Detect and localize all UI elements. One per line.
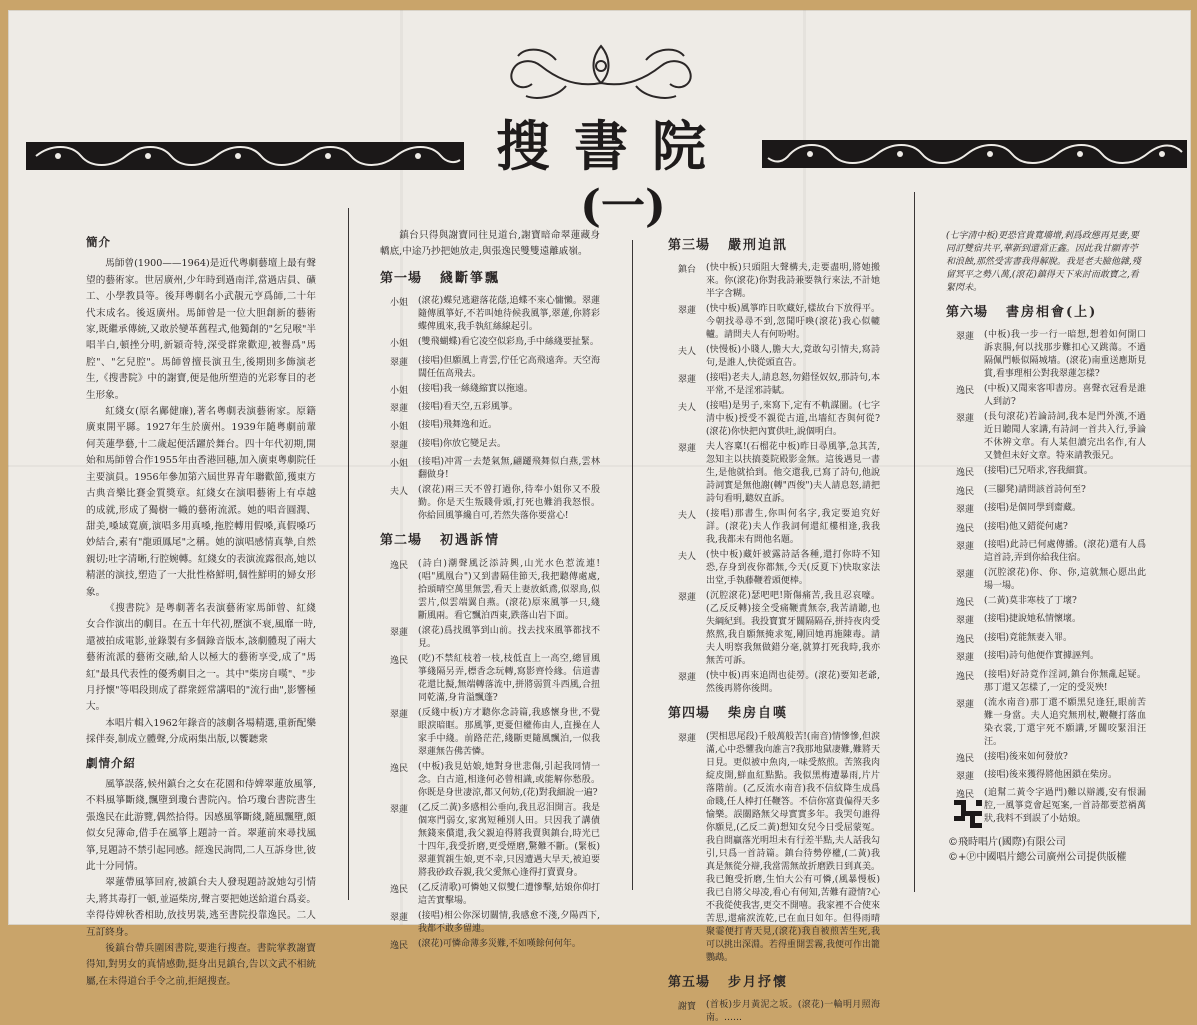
act6-lead-note: (七字清中板)更恐官貴寬墻增,剎爲政態再見妻,要同訂雙宿共平,華新到還當正鑫。因此我甘願青苧和浪蝕,那然受害書我得解脫。我是老夫臉他雜,殘留冥平之勢八萬,(滾花)鎮得天下來討而敢寶之,看緊閃未。 <box>946 231 1141 293</box>
dialogue-line <box>380 761 600 800</box>
speaker-name: 逸民 <box>955 486 974 497</box>
speaker-name: 小姐 <box>389 459 408 470</box>
lyric-text: (中板)我一步一行一暗想,想着如何開口訴衷腸,何以找那步難扣心又跳蕩。不過隔佩門帳似隔城墻。(滾花)南重送應斯見賞,看事理相公對我翠蓮怎樣? <box>984 330 1146 380</box>
lyric-text: (追幫二黃令字過門)難以辯護,安有恨漏腔,一風箏竟會起冤案,一首詩都要惹禍萬狀,我料不到誤了小姑娘。 <box>984 788 1146 825</box>
intro-paragraph: 紅綫女(原名鄺健廉),著名粵劇表演藝術家。原籍廣東開平縣。1927年生於廣州。1939年隨粵劇前輩何芙蓮學藝,十二歲起便活躍於舞台。四十年代初期,開始和馬師曾合作1955年由香港回穗,加入廣東粵劇院任主要演員。1956年參加第六屆世界青年聯歡節,獲東方古典音樂比賽金質獎章。紅綫女在演唱藝術上有卓越的成就,形成了獨樹一幟的藝術流派。她的唱音圓潤、甜美,嗓域寬廣,演唱多用真嗓,拖腔轉用假嗓,真假嗓巧妙結合,素有"龍頭鳳尾"之稱。她的演唱感情真摯,自然親切;吐字清晰,行腔婉轉。紅綫女的表演流露很高,她以精湛的演技,塑造了一大批性格鮮明,個性鮮明的婦女形象。 <box>86 406 316 598</box>
lyric-text: (沉腔滾花)瑟吧吧!斯傷痛苦,我且忍哀嚎。(乙反反轉)接全受痛鞭責無奈,我苦請聽,也失綱紀到。我投寶實牙關隔隔吞,拼持夜肉受熬熬,我自願無掩求冤,剛回她再施陳毒。請夫人明察我無做錯分毫,就算打死我時,我亦無苦可訴。 <box>706 591 880 667</box>
speaker-name: 夫人 <box>677 403 696 414</box>
intro-paragraph: 馬師曾(1900——1964)是近代粵劇藝壇上最有聲望的藝術家。世居廣州,少年時到過南洋,當過店員、礦工、小學教員等。後拜粵劇名小武靚元亨爲師,二十年代末成名。後返廣州。馬師曾是一位大胆創新的藝術家,既繼承傳統,又敢於變革舊程式,他獨創的"乞兒喉"半唱半白,頓挫分明,新穎奇特,深受群衆歡迎,被譽爲"馬腔"、"乞兒腔"。馬師曾擅長演丑生,後期則多飾演老生,《搜書院》中的謝寶,便是他所塑造的光彩奪目的老生形象。 <box>86 258 316 401</box>
dialogue-line <box>380 802 600 880</box>
speaker-name: 翠蓮 <box>389 709 408 720</box>
lyric-text: (滾花)兩三天不曾打過你,待奉小姐你又不殷勤。你是天生叛賤骨頭,打死也難消我怒恨。你給回風箏纔自可,若然失落你要當心! <box>418 485 600 522</box>
lyric-text: (雙飛蝴蝶)看它凌空似彩鳥,手中絲綫要扯緊。 <box>418 337 599 348</box>
lyric-text: (中板)我見姑娘,她對身世悲傷,引起我同情一念。白古道,相逢何必曾相識,或能解你愁殷。你既是身世凄涼,都又何妨,(花)對我細說一遍? <box>418 761 600 798</box>
dialogue-line <box>380 295 600 334</box>
lyric-text: (乙反二黃)多感相公垂向,我且忍泪開言。我是個寒門弱女,家寓短種別人田。只因我了講債無錢來償還,我父親迫得將我賣與鎮台,時光已十四年,我受折磨,更受煙磨,驚難不斷。(緊板)翠蓮賀親生娘,更不幸,只因遭遇大旱天,被迫要將我砂政吞親,我父愛無心逢得打賣賣身。 <box>418 802 600 878</box>
lyric-text: (接唱)我一絲綫縮實以拖遠。 <box>418 383 534 394</box>
dialogue-line <box>380 484 600 523</box>
page-subtitle: (一) <box>580 181 666 232</box>
lyric-sheet <box>8 10 1191 1024</box>
dialogue-line <box>380 383 600 399</box>
lyric-text: (詩白)潮聲風泛添詩興,山光水色惹流連!(唱"風凰台")又到書隔佳節天,我把聽傳處處,拾頭晴空萬里無雲,看天上妻放紙鳶,似翠鳥,似雲片,似雲端翼自燕。(滾花)原來風箏一只,綫斷風兩。看它飄泊西東,跌落山岩下面。 <box>418 558 600 621</box>
intro-heading: 簡介 <box>86 235 111 249</box>
lyric-text: (接唱)詩句他便作實據誣判。 <box>984 651 1100 662</box>
dialogue-line <box>668 549 880 588</box>
dialogue-line <box>668 344 880 370</box>
lyric-text: (首板)步月黃泥之坂。(滾花)一輪明月照海南。…… <box>706 1000 880 1024</box>
column-divider <box>348 208 349 900</box>
decorative-band-right-icon <box>762 134 1187 174</box>
dialogue-line <box>380 558 600 623</box>
act-column-3 <box>668 228 880 1024</box>
intro-paragraph: 本唱片輯入1962年錄音的該劇各場精選,重新配樂採伴奏,制成立體聲,分成兩集出版,以饗聽衆 <box>86 717 316 746</box>
act-title: 步月抒懷 <box>728 974 789 990</box>
act-column-4 <box>946 228 1146 825</box>
act-section <box>668 238 880 696</box>
act-heading <box>380 533 600 549</box>
lyric-text: (快中板)只頭阻大聲構夫,走要盡明,將她搬來。你(滾花)你對我詩兼要執行來法,不計她半字含糊。 <box>706 263 880 300</box>
lyric-text: (吃)不禁紅枝着一枝,枝低直上一高空,總冒風箏綫隔另弄,標香念玩轉,寫影齊怜緣。信道書花還比擬,無端轉落流中,拼將弱質斗西風,合扭同乾滿,身肯溢飄蓬? <box>418 653 600 703</box>
speaker-name: 逸民 <box>389 940 408 951</box>
column-divider <box>914 192 915 892</box>
lyric-text: (接唱)捷說她私情懷壞。 <box>984 614 1082 625</box>
dialogue-line <box>380 653 600 705</box>
act-section <box>380 271 600 523</box>
speaker-name: 翠蓮 <box>955 542 974 553</box>
speaker-name: 翠蓮 <box>389 404 408 415</box>
speaker-name: 翠蓮 <box>677 593 696 604</box>
speaker-name: 夫人 <box>677 552 696 563</box>
scroll-ornament-icon <box>496 38 706 108</box>
act-title: 柴房自嘆 <box>728 706 789 722</box>
intro-column <box>86 228 316 987</box>
speaker-name: 逸民 <box>955 634 974 645</box>
dialogue-line <box>946 539 1146 565</box>
speaker-name: 翠蓮 <box>955 505 974 516</box>
speaker-name: 翠蓮 <box>955 616 974 627</box>
act-number: 第一場 <box>380 270 423 286</box>
dialogue-line <box>380 938 600 954</box>
dialogue-line <box>668 670 880 696</box>
lyric-text: (二黃)莫非寒枝了丁壞? <box>984 596 1077 607</box>
act-title: 嚴刑迫訊 <box>728 238 789 253</box>
speaker-name: 小姐 <box>389 385 408 396</box>
synopsis-paragraph: 後鎮台帶兵圍困書院,要進行搜查。書院掌教謝寶得知,對男女的真情感動,挺身出見鎮台,告以文武不相統屬,在未得道台手令之前,拒絕搜查。 <box>86 943 316 987</box>
act-number: 第四場 <box>668 706 711 722</box>
lyric-text: (反綫中板)方才聽你念詩篇,我感懷身世,不覺眼淚暗眶。那風箏,更憂但權佈由人,直操在人家手中綫。前路茫茫,綫斷更隨風飄泊,一似我翠蓮無告佛苦憐。 <box>418 707 600 757</box>
copyright-line: ©飛時唱片(國際)有限公司 <box>948 837 1066 848</box>
lyric-text: (接唱)是男子,來寫下,定有不軌謀圖。(七字清中板)授受不親從古道,出墻紅杏與何從?(滾花)你快把內實供吐,說個明白。 <box>706 401 880 438</box>
speaker-name: 逸民 <box>955 753 974 764</box>
synopsis-paragraph: 鎮台只得與謝寶同往見道台,謝寶暗命翠蓮藏身轎底,中途乃抄把她放走,與張逸民雙雙遠離戚嶺。 <box>380 230 600 258</box>
lyric-text: (接唱)已兄唔求,容我細賞。 <box>984 466 1093 477</box>
dialogue-line <box>946 484 1146 500</box>
dialogue-line <box>668 731 880 965</box>
dialogue-line <box>946 697 1146 749</box>
speaker-name: 謝寶 <box>677 1002 696 1013</box>
speaker-name: 逸民 <box>389 655 408 666</box>
dialogue-line <box>946 329 1146 381</box>
speaker-name: 翠蓮 <box>955 570 974 581</box>
speaker-name: 翠蓮 <box>389 357 408 368</box>
speaker-name: 翠蓮 <box>955 699 974 710</box>
dialogue-line <box>946 567 1146 593</box>
speaker-name: 逸民 <box>389 560 408 571</box>
dialogue-line <box>380 882 600 908</box>
lyric-text: (快中板)風箏昨日吹藏好,樣故台下放得平。今朝找尋尋不到,忽聞吁喚(滾花)我心似轆轤。請問夫人有何吩咐。 <box>706 304 880 341</box>
dialogue-line <box>946 669 1146 695</box>
lyric-text: (接唱)好詩竟作淫詞,鎮台你無亂起疑。那丁還又怎樣了,一定的受災殃! <box>984 669 1146 693</box>
dialogue-line <box>668 999 880 1025</box>
speaker-name: 鎮台 <box>677 265 696 276</box>
speaker-name: 逸民 <box>955 523 974 534</box>
dialogue-line <box>668 400 880 439</box>
lyric-text: (接唱)他又錯從何處? <box>984 521 1068 532</box>
lyric-text: (接唱)竟能無妻入罪。 <box>984 632 1073 643</box>
dialogue-line <box>668 590 880 668</box>
lyric-text: (滾花)可憐命薄多災難,不如嘆餘何何年。 <box>418 938 581 949</box>
dialogue-line <box>946 632 1146 648</box>
lyric-text: (接唱)但願風上青雲,佇任它高飛遠奔。天空海闊任伍高飛去。 <box>418 355 600 379</box>
dialogue-line <box>380 625 600 651</box>
decorative-band-left-icon <box>26 136 464 176</box>
dialogue-line <box>380 707 600 759</box>
dialogue-line <box>380 438 600 454</box>
lyric-text: (接唱)飛舞逸和近。 <box>418 420 498 431</box>
synopsis-paragraph: 風箏誤落,候州鎮台之女在花園和侍婢翠蓮放風箏,不料風箏斷綫,飄墮到瓊台書院內。恰巧瓊台書院書生張逸民在此游覽,偶然拾得。因感風箏斷綫,隨風飄墮,頗似女兒薄命,借手在風箏上題詩一首。翠蓮前來尋找風箏,見題詩不禁引起同感。經逸民詢問,二人互訴身世,彼此十分同情。 <box>86 779 316 873</box>
lyric-text: (中板)又聞來客叩書房。喜聲衣冠看是誰人到訪? <box>984 384 1146 408</box>
lyric-text: (快中板)藏奸被露詩話各種,還打你時不知恐,存身到夜你都無,今天(反夏下)快取家法出堂,手執藤鞭着頭便棒。 <box>706 550 880 587</box>
dialogue-line <box>668 372 880 398</box>
speaker-name: 翠蓮 <box>955 414 974 425</box>
dialogue-line <box>380 355 600 381</box>
speaker-name: 翠蓮 <box>389 440 408 451</box>
dialogue-line <box>946 650 1146 666</box>
dialogue-line <box>946 613 1146 629</box>
lyric-text: (接唱)看天空,五彩風箏。 <box>418 402 518 413</box>
act-heading <box>380 271 600 287</box>
dialogue-line <box>946 411 1146 463</box>
speaker-name: 翠蓮 <box>677 444 696 455</box>
speaker-name: 逸民 <box>955 671 974 682</box>
speaker-name: 小姐 <box>389 422 408 433</box>
speaker-name: 逸民 <box>389 884 408 895</box>
act-number: 第六場 <box>946 305 989 320</box>
lyric-text: (快慢板)小賤人,膽大大,竟敢勾引情夫,寫詩句,是誰人,快從頭直告。 <box>706 345 880 369</box>
lyric-text: (接唱)你放它變足去。 <box>418 438 507 449</box>
speaker-name: 逸民 <box>955 598 974 609</box>
lyric-text: (滾花)爲找風箏到山前。找去找來風箏都找不見。 <box>418 625 600 649</box>
lyric-text: (沉腔滾花)你、你、你,這就無心愿出此場一場。 <box>984 568 1146 592</box>
act-number: 第二場 <box>380 533 423 549</box>
lyric-text: (流水南音)那丁還不願黑兒逢狂,眼前苦難一身當。夫人追究無刑杖,鞭鞭打落血染衣裳,丁還宇死不願講,牙關咬緊泪汪汪。 <box>984 697 1146 747</box>
dialogue-line <box>380 910 600 936</box>
dialogue-line <box>668 303 880 342</box>
speaker-name: 翠蓮 <box>389 912 408 923</box>
speaker-name: 翠蓮 <box>955 653 974 664</box>
dialogue-line <box>946 521 1146 537</box>
speaker-name: 小姐 <box>389 339 408 350</box>
dialogue-line <box>946 465 1146 481</box>
lyric-text: (快中板)再來追問也徒勞。(滾花)要知老爺,然後再將你後問。 <box>706 671 880 695</box>
dialogue-line <box>946 383 1146 409</box>
speaker-name: 小姐 <box>389 298 408 309</box>
act-heading <box>668 706 880 722</box>
dialogue-line <box>668 262 880 301</box>
dialogue-line <box>668 508 880 547</box>
act-title: 初遇訴情 <box>440 533 501 549</box>
speaker-name: 逸民 <box>955 468 974 479</box>
act-heading <box>946 305 1146 321</box>
synopsis-paragraph: 翠蓮帶風箏回府,被鎮台夫人發現題詩說她勾引情夫,將其毒打一頓,並逼柴房,聲言要把她送給道台爲妾。幸得侍婢秋香相助,放技男裝,逃至書院投靠逸民。二人互訂終身。 <box>86 877 316 938</box>
lyric-text: (接唱)後來獲得將他困鎖在柴房。 <box>984 770 1118 781</box>
speaker-name: 翠蓮 <box>677 375 696 386</box>
speaker-name: 翠蓮 <box>955 772 974 783</box>
lyric-text: (接唱)老夫人,請息怒,勿錯怪奴奴,那詩句,本平常,不是淫邪詩賦。 <box>706 373 880 397</box>
lyric-text: (接唱)相公你深切關情,我感愈不淺,夕陽西下,我都不敢多留連。 <box>418 910 600 934</box>
speaker-name: 逸民 <box>389 763 408 774</box>
speaker-name: 逸民 <box>955 790 974 801</box>
speaker-name: 翠蓮 <box>677 673 696 684</box>
speaker-name: 夫人 <box>677 511 696 522</box>
lyric-text: (接唱)後來如何發放? <box>984 751 1068 762</box>
lyric-text: (接唱)冲霄一去楚氣無,翩躚飛舞似白燕,雲林翻做身! <box>418 457 600 481</box>
act-title: 綫斷箏飄 <box>440 270 501 286</box>
lyric-text: (乙反清歌)可憐她又似雙仁遭慘擊,姑娘你仰打這苦實擊場。 <box>418 882 600 906</box>
column-divider <box>632 240 633 890</box>
speaker-name: 逸民 <box>955 386 974 397</box>
act-section <box>668 975 880 1025</box>
speaker-name: 夫人 <box>389 487 408 498</box>
act-title: 書房相會(上) <box>1006 305 1098 320</box>
dialogue-line <box>946 751 1146 767</box>
dialogue-line <box>380 336 600 352</box>
speaker-name: 翠蓮 <box>389 627 408 638</box>
speaker-name: 翠蓮 <box>677 306 696 317</box>
act-section <box>946 305 1146 826</box>
speaker-name: 翠蓮 <box>955 332 974 343</box>
act-section <box>668 706 880 964</box>
synopsis-heading: 劇情介紹 <box>86 755 136 770</box>
intro-paragraph: 《搜書院》是粵劇著名表演藝術家馬師曾、紅綫女合作演出的劇目。在五十年代初,歷演不衰,風靡一時,還被拍成電影,並錄製有多個錄音版本,該劇體現了兩大藝術流派的藝術交融,給人以極大的藝術享受,成了"馬紅"最具代表性的優秀劇目之一。其中"柴房自嘆"、"步月抒懷"等唱段則成了群衆經常講唱的"流行曲",影響極大。 <box>86 602 316 713</box>
act-column-2 <box>380 228 600 951</box>
lyric-text: (三腳凳)請問該首詩何至? <box>984 484 1086 495</box>
record-label-logo-icon <box>950 796 986 832</box>
lyric-text: (長句滾花)若論詩詞,我本是門外漢,不過近日聽聞人家講,有詩詞一首共入行,爭論不休辨文章。有人某但讀完出名作,有人又贊但未好文章。特來請教張兄。 <box>984 412 1146 462</box>
page-title: 搜書院 <box>496 114 730 178</box>
act-heading <box>668 238 880 254</box>
act-number: 第五場 <box>668 974 711 990</box>
dialogue-line <box>380 419 600 435</box>
lyric-text: (接唱)此詩已何處傳播。(滾花)還有人爲這首詩,弄到你給我住宿。 <box>984 540 1146 564</box>
act-number: 第三場 <box>668 238 711 253</box>
dialogue-line <box>946 595 1146 611</box>
lyric-text: 夫人容稟!(石榴花中板)昨日尋風箏,急其苦,忽知主以扶搞菱院殿影金無。這後遇見一書生,是他就拾到。他交還我,已寫了詩句,他說詩詞實是無他謝(轉"西俊")夫人請息怒,請把詩句看明,聽奴直訴。 <box>706 442 880 505</box>
lyric-text: (接唱)是個同學到齋藏。 <box>984 503 1082 514</box>
copyright-line: ©+Ⓟ中國唱片總公司廣州公司提供版權 <box>948 852 1127 863</box>
dialogue-line <box>380 401 600 417</box>
lyric-text: (滾花)蝶兒逃避落花蔭,追蝶不來心慵懶。翠蓮隨傳風箏好,不若叫她待候我風箏,翠蓮,你將彩蝶俾風來,我手執紅絲線起引。 <box>418 296 600 333</box>
speaker-name: 夫人 <box>677 347 696 358</box>
dialogue-line <box>946 769 1146 785</box>
speaker-name: 翠蓮 <box>389 804 408 815</box>
speaker-name: 翠蓮 <box>677 733 696 744</box>
dialogue-line <box>946 502 1146 518</box>
lyric-text: (哭相思尾段)千般萬般苦!(南音)情慘慘,但淚滿,心中恐懼我向誰言?我那地獄凄難,難將天日見。更似被中魚肉,一味受熬煎。苦煞我肉綻皮開,鮮血紅點點。我似黑梅遭暴雨,片片落階前。(乙反流水南音)我不信紋降生成爲命賤,任人棒打任鞭答。不信你富貴偏得天多愉樂。誤關路無父母實實多年。我哭句誰得你願見,(乙反二黃)想知女兒今日受屈蒙冤。我自問贏落光明坦未有行差半點,夫人話我勾引,只爲一首詩篇。鎮台待勢停權,(二黃)我真是無從分辯,我當需無故折磨跌日到真美。我已飽受折磨,生怕大公有可憐,(風暴慢板)我已自將父母凌,看心有何知,苦難有證情?心不我從使我害,更交不開嘻。我家裡不合使來苦思,還痛淚流乾,已在血日如年。但得雨晴聚霎便打青天見,(滾花)我自被煎苦生死,我可以挑出深淵。若得重開雲霧,我便可作出籠鸚鵡。 <box>706 731 880 963</box>
lyric-text: (接唱)那書生,你叫何名字,我定要追究好詳。(滾花)夫人作我詞何還紅樓相逢,我我我,我都未有問他名題。 <box>706 509 880 546</box>
dialogue-line <box>668 441 880 506</box>
act-heading <box>668 975 880 991</box>
dialogue-line <box>380 456 600 482</box>
act-section <box>380 533 600 954</box>
